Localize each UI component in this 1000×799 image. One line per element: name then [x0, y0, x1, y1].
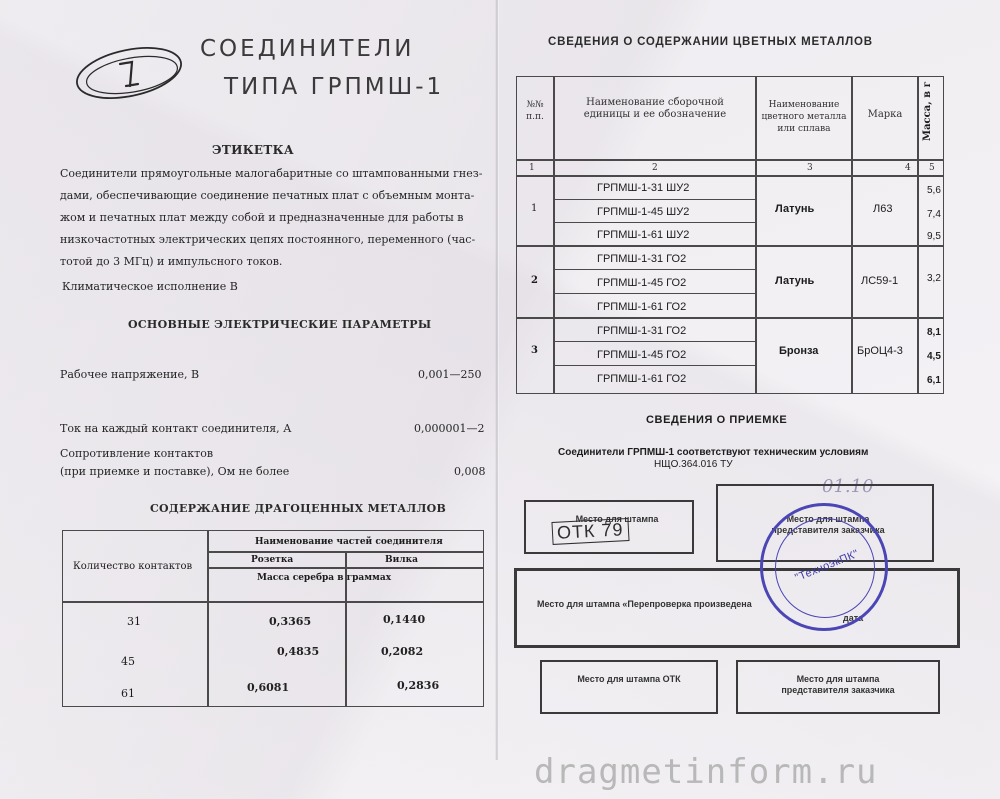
metal-name: Латунь — [775, 203, 815, 215]
table-row-item: ГРПМШ-1-45 ШУ2 — [597, 206, 690, 218]
title-line-1: СОЕДИНИТЕЛИ — [200, 36, 415, 62]
param-label: (при приемке и поставке), Ом не более — [60, 465, 290, 478]
nonferrous-heading: СВЕДЕНИЯ О СОДЕРЖАНИИ ЦВЕТНЫХ МЕТАЛЛОВ — [548, 36, 873, 48]
metal-name: Бронза — [779, 345, 819, 357]
table-row-contacts: 45 — [121, 655, 135, 668]
title-line-2: ТИПА ГРПМШ-1 — [224, 74, 445, 100]
table-row-socket: 0,6081 — [247, 681, 290, 694]
table-row-contacts: 31 — [127, 615, 141, 628]
table-row-plug: 0,1440 — [383, 613, 426, 626]
col-socket-header: Розетка — [251, 555, 294, 565]
nonferrous-table — [516, 76, 944, 394]
seal-company-name: "ТехноэкПК" — [793, 547, 861, 585]
table-row-item: ГРПМШ-1-45 ГО2 — [597, 277, 687, 289]
col-mass-header: Масса, в г — [922, 81, 933, 141]
table-row-plug: 0,2836 — [397, 679, 440, 692]
table-row-socket: 0,3365 — [269, 615, 312, 628]
alloy-grade: БрОЦ4-3 — [857, 345, 903, 357]
customer-stamp-label: Место для штампа представителя заказчика — [771, 514, 885, 535]
param-label: Ток на каждый контакт соединителя, А — [60, 422, 292, 435]
param-label: Рабочее напряжение, В — [60, 368, 200, 381]
acceptance-text: Соединители ГРПМШ-1 соответствуют техническим условиям — [558, 447, 869, 458]
col-grade-header: Марка — [867, 109, 903, 120]
table-row-socket: 0,4835 — [277, 645, 320, 658]
mass-value: 5,6 — [927, 185, 941, 196]
group-number: 3 — [531, 345, 538, 356]
mass-value: 6,1 — [927, 375, 941, 386]
group-number: 2 — [531, 275, 538, 286]
mass-value: 3,2 — [927, 273, 941, 284]
handwritten-date: 01.10 — [822, 476, 874, 497]
alloy-grade: Л63 — [873, 203, 893, 215]
mass-value: 9,5 — [927, 231, 941, 242]
col-number: 1 — [529, 163, 535, 173]
table-row-item: ГРПМШ-1-45 ГО2 — [597, 349, 687, 361]
col-contacts-header: Количество контактов — [73, 561, 193, 572]
reverify-label: Место для штампа «Перепроверка произведена — [537, 599, 752, 609]
otk-stamp-box — [540, 660, 718, 714]
reverify-date-label: дата — [843, 613, 864, 623]
customer-rep-stamp-box — [736, 660, 940, 714]
col-parts-header: Наименование частей соединителя — [255, 537, 443, 547]
otk-stamp-label: Место для штампа ОТК — [577, 674, 681, 684]
description-line: Соединители прямоугольные малогабаритные со штампованными гнез- — [60, 167, 483, 180]
param-value: 0,000001—2 — [414, 422, 485, 435]
description-line: дами, обеспечивающие соединение печатных плат с объемным монта- — [60, 189, 475, 202]
description-line: жом и печатных плат между собой и предназначенные для работы в — [60, 211, 464, 224]
alloy-grade: ЛС59-1 — [861, 275, 899, 287]
stamp-place-label: Место для штампа — [575, 514, 659, 524]
table-row-item: ГРПМШ-1-31 ГО2 — [597, 325, 687, 337]
reverify-box — [514, 568, 960, 648]
metal-name: Латунь — [775, 275, 815, 287]
precious-metals-heading: СОДЕРЖАНИЕ ДРАГОЦЕННЫХ МЕТАЛЛОВ — [150, 502, 447, 515]
paper-fold — [495, 0, 499, 760]
table-row-item: ГРПМШ-1-61 ШУ2 — [597, 229, 690, 241]
description-line: низкочастотных электрических цепях постоянного, переменного (час- — [60, 233, 476, 246]
col-number: 2 — [652, 163, 658, 173]
param-label: Сопротивление контактов — [60, 447, 214, 460]
table-row-plug: 0,2082 — [381, 645, 424, 658]
precious-metals-table — [62, 530, 484, 707]
acceptance-heading: СВЕДЕНИЯ О ПРИЕМКЕ — [646, 414, 788, 426]
table-row-item: ГРПМШ-1-31 ШУ2 — [597, 182, 690, 194]
param-value: 0,008 — [454, 465, 486, 478]
table-row-contacts: 61 — [121, 687, 135, 700]
otk-stamp-value: ОТК 79 — [551, 518, 629, 545]
mass-value: 8,1 — [927, 327, 941, 338]
col-plug-header: Вилка — [385, 555, 418, 565]
col-unit-header: Наименование сборочной единицы и ее обозначение — [583, 97, 727, 120]
silver-mass-subheader: Масса серебра в граммах — [257, 573, 392, 583]
customer-rep-stamp-label: Место для штампа представителя заказчика — [781, 674, 895, 695]
table-row-item: ГРПМШ-1-61 ГО2 — [597, 373, 687, 385]
label-heading: ЭТИКЕТКА — [212, 143, 294, 157]
climate-version: Климатическое исполнение В — [62, 280, 238, 293]
group-number: 1 — [531, 203, 538, 214]
mass-value: 7,4 — [927, 209, 941, 220]
params-heading: ОСНОВНЫЕ ЭЛЕКТРИЧЕСКИЕ ПАРАМЕТРЫ — [128, 318, 432, 331]
col-number: 5 — [929, 163, 935, 173]
logo-mark — [72, 42, 190, 104]
col-metal-header: Наименование цветного металла или сплава — [761, 100, 847, 134]
acceptance-spec: НЩО.364.016 ТУ — [654, 459, 733, 470]
param-value: 0,001—250 — [418, 368, 482, 381]
description-line: тотой до 3 МГц) и импульсного токов. — [60, 255, 283, 268]
col-num-header: №№ п.п. — [526, 100, 544, 122]
col-number: 3 — [807, 163, 813, 173]
mass-value: 4,5 — [927, 351, 941, 362]
round-seal — [760, 503, 888, 631]
table-row-item: ГРПМШ-1-61 ГО2 — [597, 301, 687, 313]
table-row-item: ГРПМШ-1-31 ГО2 — [597, 253, 687, 265]
watermark: dragmetinform.ru — [534, 752, 878, 792]
col-number: 4 — [905, 163, 911, 173]
